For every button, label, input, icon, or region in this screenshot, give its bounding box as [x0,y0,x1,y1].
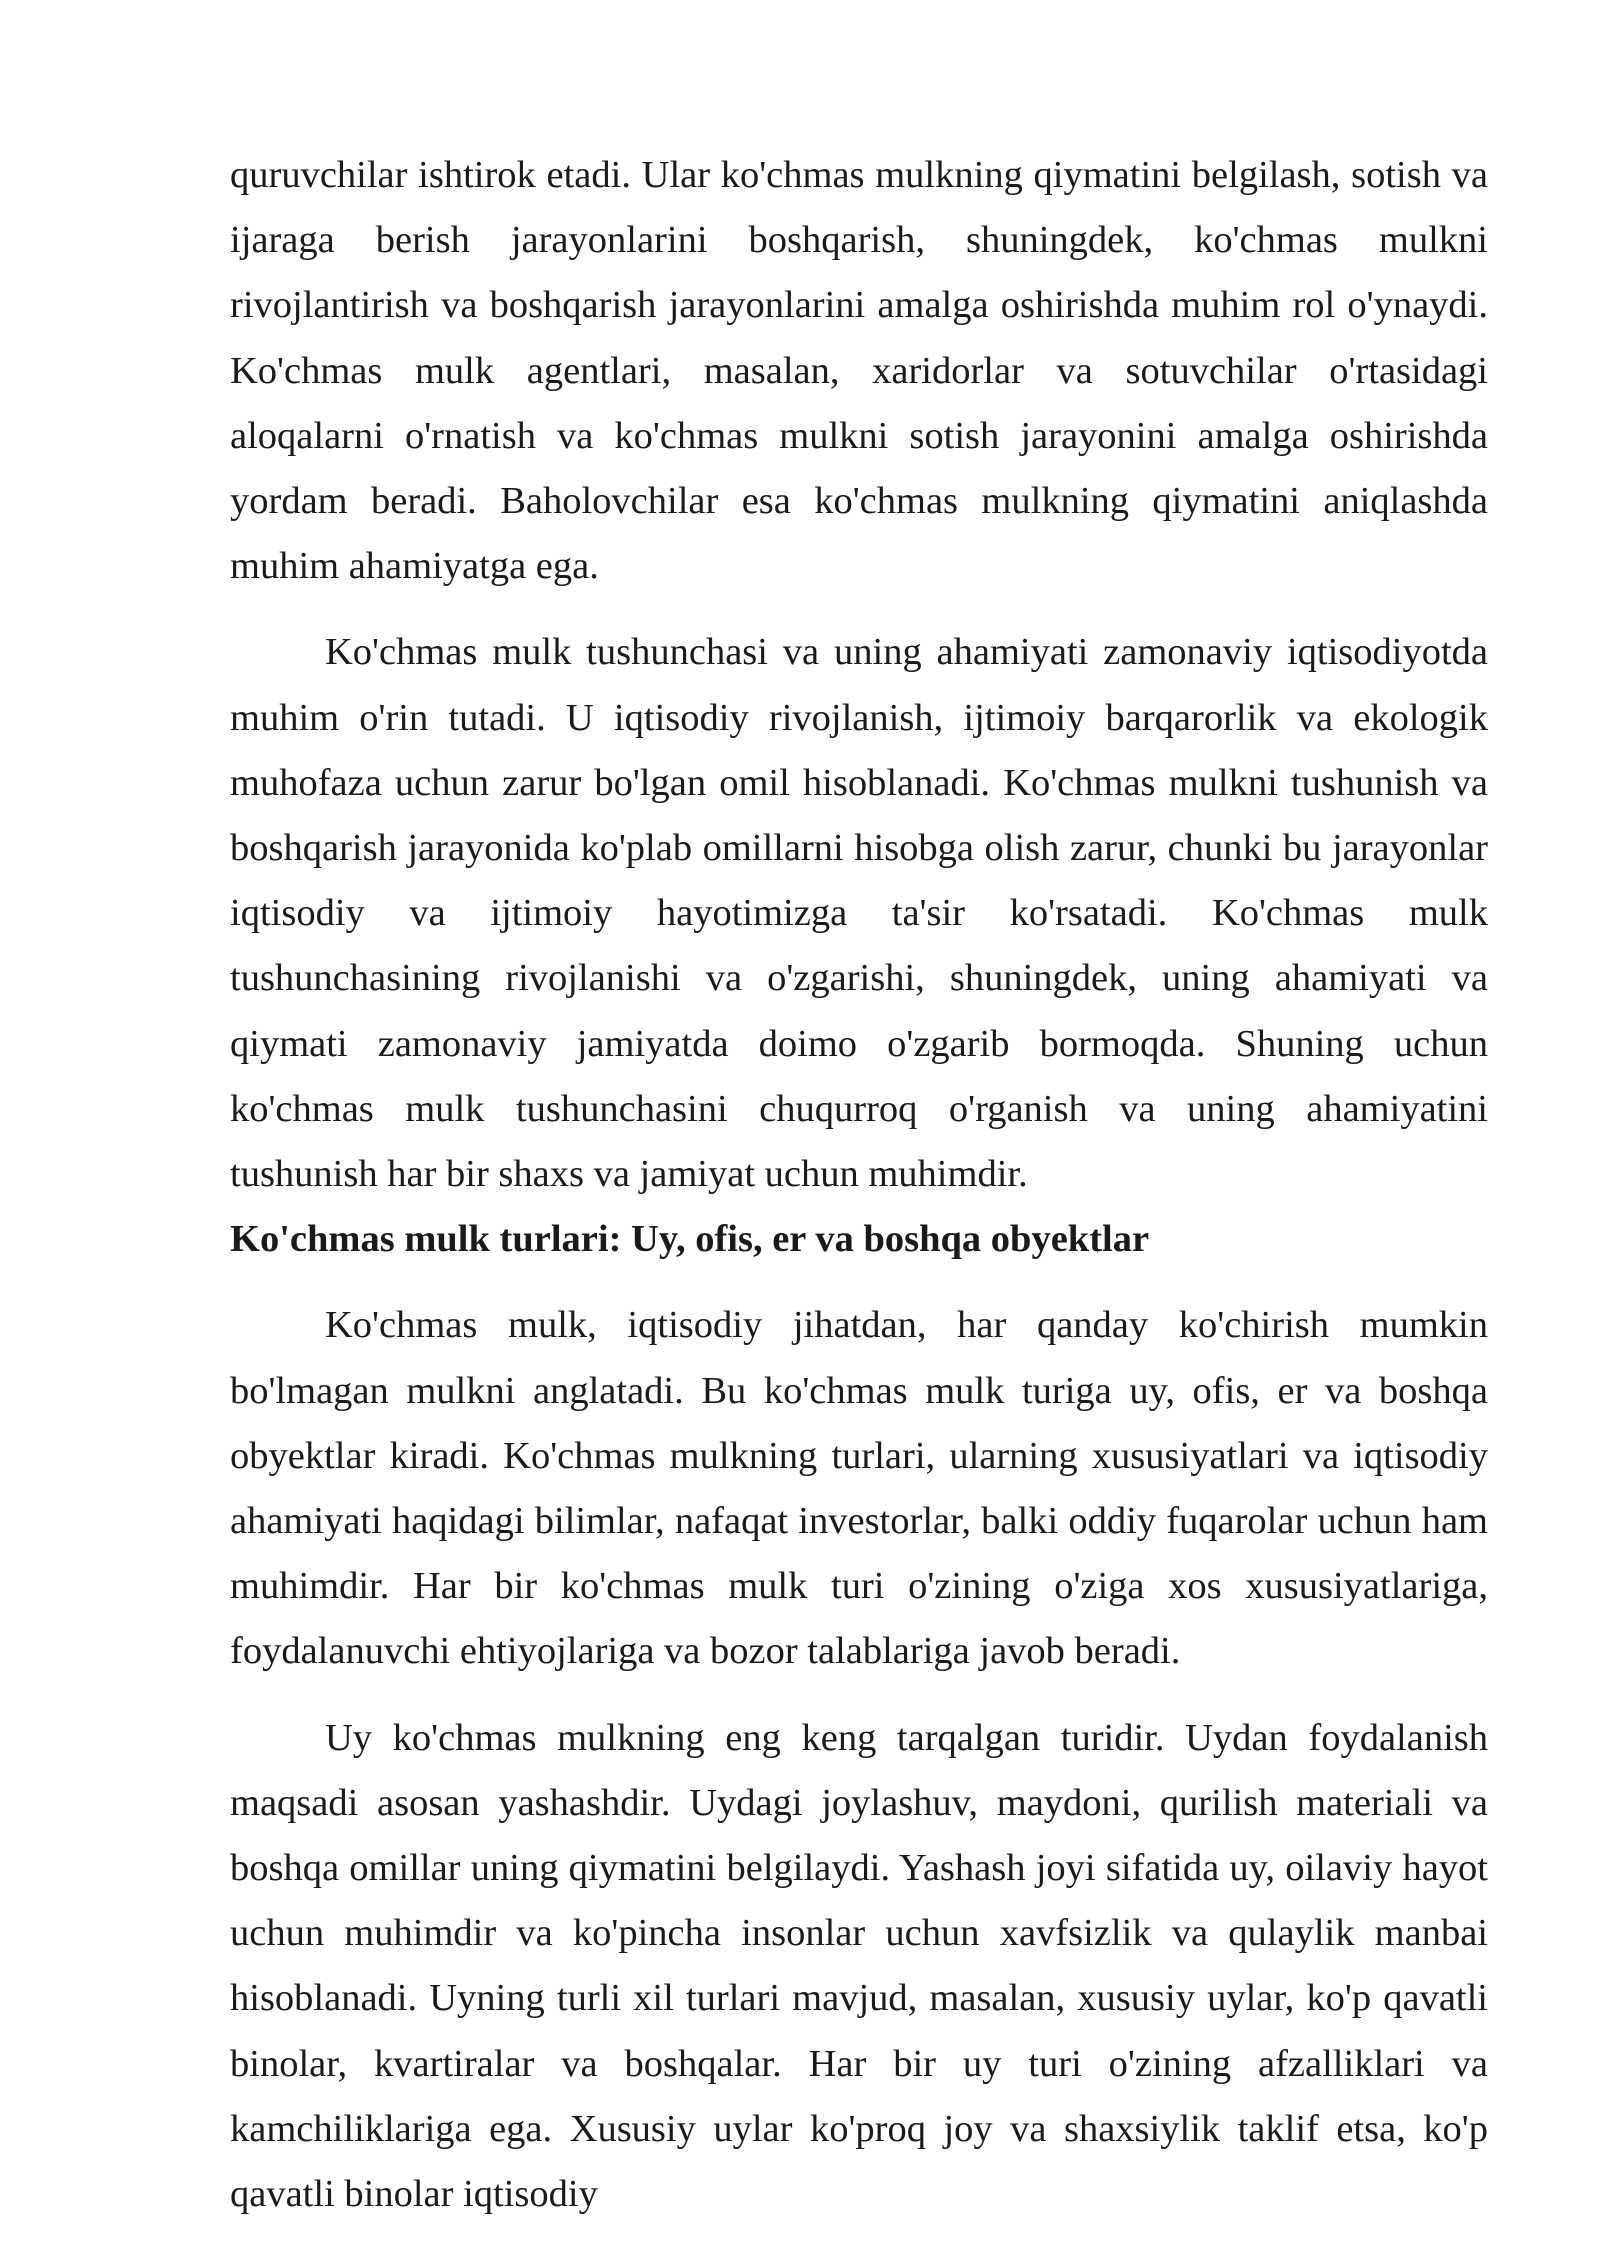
section-heading: Ko'chmas mulk turlari: Uy, ofis, er va boshqa obyektlar [230,1218,1150,1261]
document-body [230,143,1488,2227]
paragraph-continued: quruvchilar ishtirok etadi. Ular ko'chmas mulkning qiymatini belgilash, sotish va ijaraga berish jarayonlarini boshqarish, shuningdek, ko'chmas mulkni rivojlantirish va boshqarish jarayonlarini amalga oshirishda muhim rol o'ynaydi. Ko'chmas mulk agentlari, masalan, xaridorlar va sotuvchilar o'rtasidagi aloqalarni o'rnatish va ko'chmas mulkni sotish jarayonini amalga oshirishda yordam beradi. Baholovchilar esa ko'chmas mulkning qiymatini aniqlashda muhim ahamiyatga ega. [230,154,1488,588]
paragraph: Ko'chmas mulk tushunchasi va uning ahamiyati zamonaviy iqtisodiyotda muhim o'rin tutadi. U iqtisodiy rivojlanish, ijtimoiy barqarorlik va ekologik muhofaza uchun zarur bo'lgan omil hisoblanadi. Ko'chmas mulkni tushunish va boshqarish jarayonida ko'plab omillarni hisobga olish zarur, chunki bu jarayonlar iqtisodiy va ijtimoiy hayotimizga ta'sir ko'rsatadi. Ko'chmas mulk tushunchasining rivojlanishi va o'zgarishi, shuningdek, uning ahamiyati va qiymati zamonaviy jamiyatda doimo o'zgarib bormoqda. Shuning uchun ko'chmas mulk tushunchasini chuqurroq o'rganish va uning ahamiyatini tushunish har bir shaxs va jamiyat uchun muhimdir. [230,631,1488,1196]
paragraph: Uy ko'chmas mulkning eng keng tarqalgan turidir. Uydan foydalanish maqsadi asosan yashashdir. Uydagi joylashuv, maydoni, qurilish materiali va boshqa omillar uning qiymatini belgilaydi. Yashash joyi sifatida uy, oilaviy hayot uchun muhimdir va ko'pincha insonlar uchun xavfsizlik va qulaylik manbai hisoblanadi. Uyning turli xil turlari mavjud, masalan, xususiy uylar, ko'p qavatli binolar, kvartiralar va boshqalar. Har bir uy turi o'zining afzalliklari va kamchiliklariga ega. Xususiy uylar ko'proq joy va shaxsiylik taklif etsa, ko'p qavatli binolar iqtisodiy [230,1716,1488,2216]
paragraph: Ko'chmas mulk, iqtisodiy jihatdan, har qanday ko'chirish mumkin bo'lmagan mulkni anglatadi. Bu ko'chmas mulk turiga uy, ofis, er va boshqa obyektlar kiradi. Ko'chmas mulkning turlari, ularning xususiyatlari va iqtisodiy ahamiyati haqidagi bilimlar, nafaqat investorlar, balki oddiy fuqarolar uchun ham muhimdir. Har bir ko'chmas mulk turi o'zining o'ziga xos xususiyatlariga, foydalanuvchi ehtiyojlariga va bozor talablariga javob beradi. [230,1304,1488,1673]
